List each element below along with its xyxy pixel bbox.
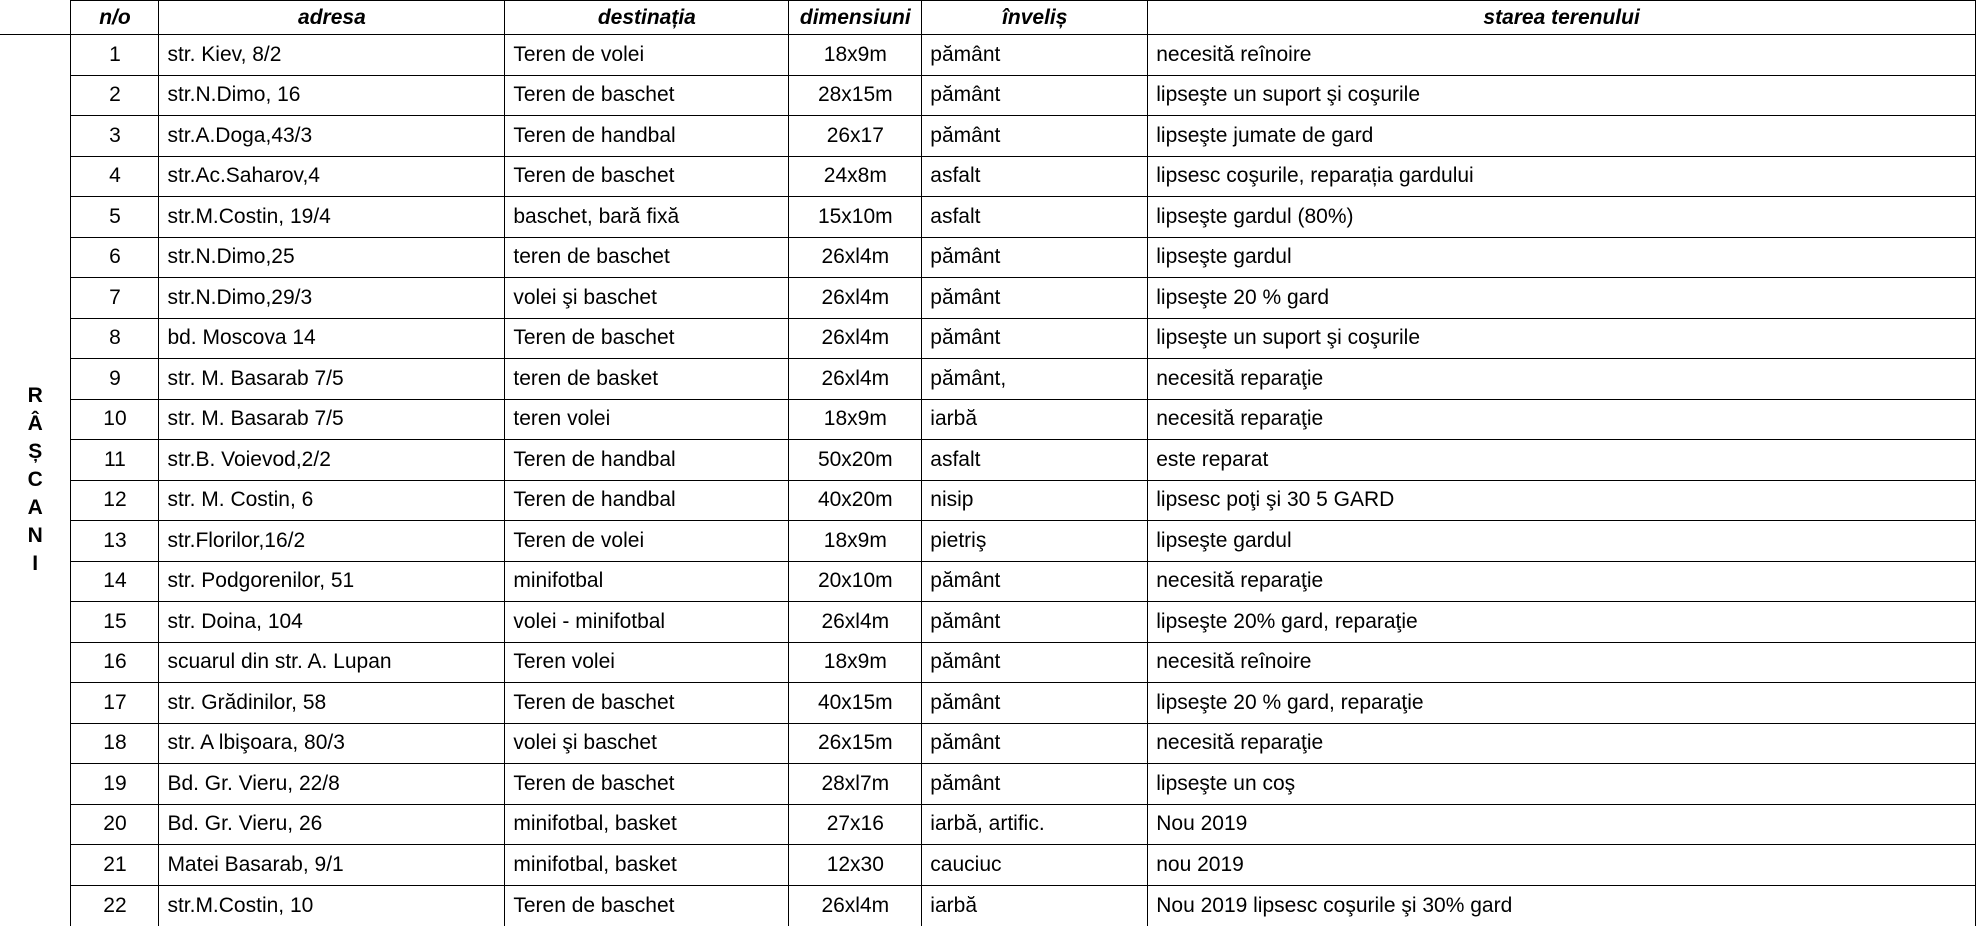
cell-purpose: Teren de handbal (505, 440, 789, 481)
cell-condition: nou 2019 (1148, 845, 1976, 886)
cell-address: scuarul din str. A. Lupan (159, 642, 505, 683)
cell-dimensions: 27x16 (789, 804, 922, 845)
cell-purpose: Teren de baschet (505, 318, 789, 359)
header-nr: n/o (71, 1, 159, 35)
cell-condition: necesită reparaţie (1148, 359, 1976, 400)
cell-dimensions: 15x10m (789, 197, 922, 238)
cell-condition: lipsesc coşurile, reparația gardului (1148, 156, 1976, 197)
region-letter: C (27, 468, 43, 492)
cell-condition: lipseşte gardul (1148, 521, 1976, 562)
cell-surface: pământ (922, 764, 1148, 805)
cell-purpose: minifotbal (505, 561, 789, 602)
table-row (0, 642, 1976, 683)
cell-address: str.N.Dimo,25 (159, 237, 505, 278)
cell-surface: iarbă (922, 885, 1148, 926)
cell-condition: lipseşte gardul (1148, 237, 1976, 278)
cell-purpose: minifotbal, basket (505, 845, 789, 886)
cell-purpose: teren de basket (505, 359, 789, 400)
cell-surface: pământ (922, 75, 1148, 116)
cell-surface: asfalt (922, 440, 1148, 481)
table-row (0, 561, 1976, 602)
cell-purpose: Teren de baschet (505, 156, 789, 197)
header-address: adresa (159, 1, 505, 35)
cell-purpose: Teren de baschet (505, 885, 789, 926)
cell-nr: 8 (71, 318, 159, 359)
cell-purpose: Teren de volei (505, 35, 789, 76)
cell-condition: necesită reparaţie (1148, 561, 1976, 602)
region-letter: I (32, 552, 39, 576)
cell-purpose: Teren de handbal (505, 116, 789, 157)
cell-dimensions: 24x8m (789, 156, 922, 197)
cell-purpose: Teren volei (505, 642, 789, 683)
table-row (0, 75, 1976, 116)
table-row (0, 359, 1976, 400)
cell-surface: nisip (922, 480, 1148, 521)
cell-condition: necesită reparaţie (1148, 399, 1976, 440)
cell-condition: lipseşte un coş (1148, 764, 1976, 805)
cell-nr: 7 (71, 278, 159, 319)
cell-condition: lipseşte 20% gard, reparaţie (1148, 602, 1976, 643)
cell-surface: pământ (922, 602, 1148, 643)
table-row (0, 885, 1976, 926)
cell-surface: asfalt (922, 156, 1148, 197)
cell-dimensions: 26x17 (789, 116, 922, 157)
cell-purpose: baschet, bară fixă (505, 197, 789, 238)
header-purpose: destinația (505, 1, 789, 35)
cell-address: str. M. Costin, 6 (159, 480, 505, 521)
header-dimensions: dimensiuni (789, 1, 922, 35)
table-row (0, 602, 1976, 643)
cell-surface: pământ (922, 683, 1148, 724)
cell-dimensions: 26x15m (789, 723, 922, 764)
cell-condition: lipseşte 20 % gard (1148, 278, 1976, 319)
cell-surface: pământ, (922, 359, 1148, 400)
table-row (0, 683, 1976, 724)
cell-address: str. M. Basarab 7/5 (159, 359, 505, 400)
cell-dimensions: 26xl4m (789, 359, 922, 400)
cell-dimensions: 40x20m (789, 480, 922, 521)
cell-nr: 5 (71, 197, 159, 238)
cell-address: str.M.Costin, 10 (159, 885, 505, 926)
region-letter: A (27, 496, 43, 520)
cell-surface: pământ (922, 561, 1148, 602)
cell-surface: pământ (922, 278, 1148, 319)
cell-surface: pământ (922, 237, 1148, 278)
cell-nr: 6 (71, 237, 159, 278)
cell-purpose: volei şi baschet (505, 278, 789, 319)
table-row (0, 35, 1976, 76)
cell-nr: 13 (71, 521, 159, 562)
cell-dimensions: 40x15m (789, 683, 922, 724)
cell-dimensions: 20x10m (789, 561, 922, 602)
table-body (0, 35, 1976, 926)
cell-condition: lipseşte un suport şi coşurile (1148, 75, 1976, 116)
cell-condition: este reparat (1148, 440, 1976, 481)
table-row (0, 237, 1976, 278)
cell-surface: pământ (922, 116, 1148, 157)
cell-address: str. Grădinilor, 58 (159, 683, 505, 724)
region-label (28, 382, 43, 578)
cell-nr: 21 (71, 845, 159, 886)
cell-surface: pământ (922, 642, 1148, 683)
cell-nr: 2 (71, 75, 159, 116)
cell-purpose: teren de baschet (505, 237, 789, 278)
cell-condition: necesită reînoire (1148, 35, 1976, 76)
cell-address: str. Kiev, 8/2 (159, 35, 505, 76)
region-letter: Â (27, 412, 43, 436)
cell-dimensions: 26xl4m (789, 278, 922, 319)
cell-condition: Nou 2019 (1148, 804, 1976, 845)
cell-surface: pietriş (922, 521, 1148, 562)
table-row (0, 521, 1976, 562)
cell-nr: 10 (71, 399, 159, 440)
cell-purpose: Teren de baschet (505, 75, 789, 116)
table-row (0, 318, 1976, 359)
cell-dimensions: 28xl7m (789, 764, 922, 805)
cell-surface: pământ (922, 35, 1148, 76)
cell-address: Bd. Gr. Vieru, 26 (159, 804, 505, 845)
cell-address: str. A lbişoara, 80/3 (159, 723, 505, 764)
cell-nr: 19 (71, 764, 159, 805)
region-letter: Ș (28, 440, 43, 464)
cell-purpose: Teren de volei (505, 521, 789, 562)
cell-purpose: Teren de baschet (505, 683, 789, 724)
table-row (0, 440, 1976, 481)
header-corner-cell (0, 1, 71, 35)
cell-address: str.M.Costin, 19/4 (159, 197, 505, 238)
cell-nr: 18 (71, 723, 159, 764)
cell-surface: iarbă (922, 399, 1148, 440)
cell-address: Bd. Gr. Vieru, 22/8 (159, 764, 505, 805)
header-surface: înveliș (922, 1, 1148, 35)
table-row (0, 480, 1976, 521)
cell-condition: lipseşte 20 % gard, reparaţie (1148, 683, 1976, 724)
table-row (0, 845, 1976, 886)
cell-nr: 14 (71, 561, 159, 602)
cell-nr: 12 (71, 480, 159, 521)
cell-surface: iarbă, artific. (922, 804, 1148, 845)
cell-purpose: minifotbal, basket (505, 804, 789, 845)
cell-address: str. Doina, 104 (159, 602, 505, 643)
region-cell (0, 35, 71, 926)
cell-condition: necesită reparaţie (1148, 723, 1976, 764)
region-letter: N (27, 524, 43, 548)
cell-address: str.N.Dimo, 16 (159, 75, 505, 116)
cell-address: bd. Moscova 14 (159, 318, 505, 359)
cell-surface: asfalt (922, 197, 1148, 238)
cell-address: str.A.Doga,43/3 (159, 116, 505, 157)
cell-dimensions: 26xl4m (789, 602, 922, 643)
cell-address: Matei Basarab, 9/1 (159, 845, 505, 886)
cell-dimensions: 26xl4m (789, 237, 922, 278)
cell-nr: 1 (71, 35, 159, 76)
cell-purpose: Teren de handbal (505, 480, 789, 521)
cell-surface: cauciuc (922, 845, 1148, 886)
table-row (0, 278, 1976, 319)
cell-nr: 11 (71, 440, 159, 481)
cell-address: str.Ac.Saharov,4 (159, 156, 505, 197)
cell-nr: 20 (71, 804, 159, 845)
cell-dimensions: 50x20m (789, 440, 922, 481)
cell-condition: lipseşte un suport şi coşurile (1148, 318, 1976, 359)
cell-nr: 3 (71, 116, 159, 157)
cell-condition: Nou 2019 lipsesc coşurile şi 30% gard (1148, 885, 1976, 926)
cell-condition: lipseşte jumate de gard (1148, 116, 1976, 157)
table-header (0, 1, 1976, 35)
cell-condition: lipsesc poţi şi 30 5 GARD (1148, 480, 1976, 521)
cell-dimensions: 28x15m (789, 75, 922, 116)
table-row (0, 804, 1976, 845)
cell-condition: lipseşte gardul (80%) (1148, 197, 1976, 238)
cell-nr: 9 (71, 359, 159, 400)
region-letter: R (27, 384, 43, 408)
cell-purpose: volei şi baschet (505, 723, 789, 764)
cell-nr: 16 (71, 642, 159, 683)
cell-nr: 4 (71, 156, 159, 197)
cell-purpose: volei - minifotbal (505, 602, 789, 643)
cell-dimensions: 18x9m (789, 642, 922, 683)
table-row (0, 764, 1976, 805)
cell-address: str. Podgorenilor, 51 (159, 561, 505, 602)
header-condition: starea terenului (1148, 1, 1976, 35)
table-row (0, 116, 1976, 157)
cell-dimensions: 26xl4m (789, 885, 922, 926)
cell-address: str.B. Voievod,2/2 (159, 440, 505, 481)
cell-dimensions: 12x30 (789, 845, 922, 886)
cell-nr: 17 (71, 683, 159, 724)
cell-surface: pământ (922, 723, 1148, 764)
cell-address: str. M. Basarab 7/5 (159, 399, 505, 440)
table-row (0, 723, 1976, 764)
cell-purpose: Teren de baschet (505, 764, 789, 805)
table-row (0, 399, 1976, 440)
cell-nr: 15 (71, 602, 159, 643)
cell-dimensions: 26xl4m (789, 318, 922, 359)
cell-address: str.N.Dimo,29/3 (159, 278, 505, 319)
cell-dimensions: 18x9m (789, 521, 922, 562)
cell-surface: pământ (922, 318, 1148, 359)
cell-dimensions: 18x9m (789, 399, 922, 440)
cell-condition: necesită reînoire (1148, 642, 1976, 683)
table-row (0, 156, 1976, 197)
table-row (0, 197, 1976, 238)
cell-dimensions: 18x9m (789, 35, 922, 76)
cell-address: str.Florilor,16/2 (159, 521, 505, 562)
cell-purpose: teren volei (505, 399, 789, 440)
header-row (0, 1, 1976, 35)
cell-nr: 22 (71, 885, 159, 926)
